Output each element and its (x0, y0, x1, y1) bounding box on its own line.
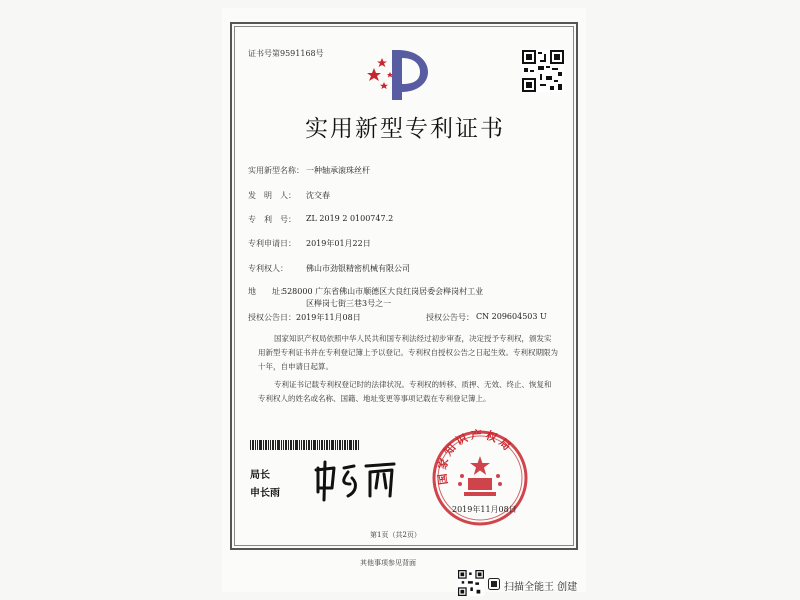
name-value: 一种轴承滚珠丝杆 (306, 166, 370, 175)
director-title: 局长 (250, 470, 270, 481)
filing-date-value: 2019年01月22日 (306, 239, 371, 248)
barcode (250, 440, 360, 450)
scanner-app-icon (488, 578, 500, 590)
certificate-number: 证书号第9591168号 (248, 49, 324, 58)
scanner-watermark: 扫描全能王 创建 (504, 582, 578, 593)
certificate-qr-code (522, 50, 564, 92)
grant-date-value: 2019年11月08日 (296, 313, 361, 322)
patent-office-logo (362, 46, 434, 102)
owner-value: 佛山市劲银精密机械有限公司 (306, 264, 410, 273)
handwritten-signature (312, 458, 398, 502)
page-number: 第1页（共2页） (370, 531, 421, 539)
grant-number-label: 授权公告号： (426, 313, 474, 322)
address-line-1: 528000 广东省佛山市顺德区大良红岗居委会榉岗村工业 (282, 287, 484, 296)
inventor-value: 沈交春 (306, 191, 330, 200)
scanner-qr-code (458, 570, 484, 596)
back-notice: 其他事项参见背面 (360, 559, 416, 567)
grant-date-label: 授权公告日： (248, 313, 296, 322)
patent-number-label: 专 利 号： (248, 215, 296, 224)
inventor-label: 发 明 人： (248, 191, 296, 200)
seal-text: 国家知识产权局 (435, 428, 516, 486)
patent-number-value: ZL 2019 2 0100747.2 (306, 214, 394, 223)
address-label: 地 址： (248, 287, 288, 296)
document-title: 实用新型专利证书 (305, 116, 505, 142)
owner-label: 专利权人： (248, 264, 288, 273)
legal-status-paragraph: 专利证书记载专利权登记时的法律状况。专利权的转移、质押、无效、终止、恢复和专利权人的姓名或名称、国籍、地址变更等事项记载在专利登记簿上。 (258, 380, 552, 403)
grant-number-value: CN 209604503 U (476, 312, 547, 321)
filing-date-label: 专利申请日： (248, 239, 296, 248)
grant-statement-paragraph: 国家知识产权局依照中华人民共和国专利法经过初步审查，决定授予专利权，颁发实用新型专利证书并在专利登记簿上予以登记。专利权自授权公告之日起生效。专利权期限为十年，自申请日起算。 (258, 334, 558, 371)
name-label: 实用新型名称： (248, 166, 304, 175)
address-line-2: 区榉岗七街三巷3号之一 (306, 299, 392, 308)
seal-date: 2019年11月08日 (452, 505, 517, 514)
director-name: 申长雨 (250, 488, 280, 499)
